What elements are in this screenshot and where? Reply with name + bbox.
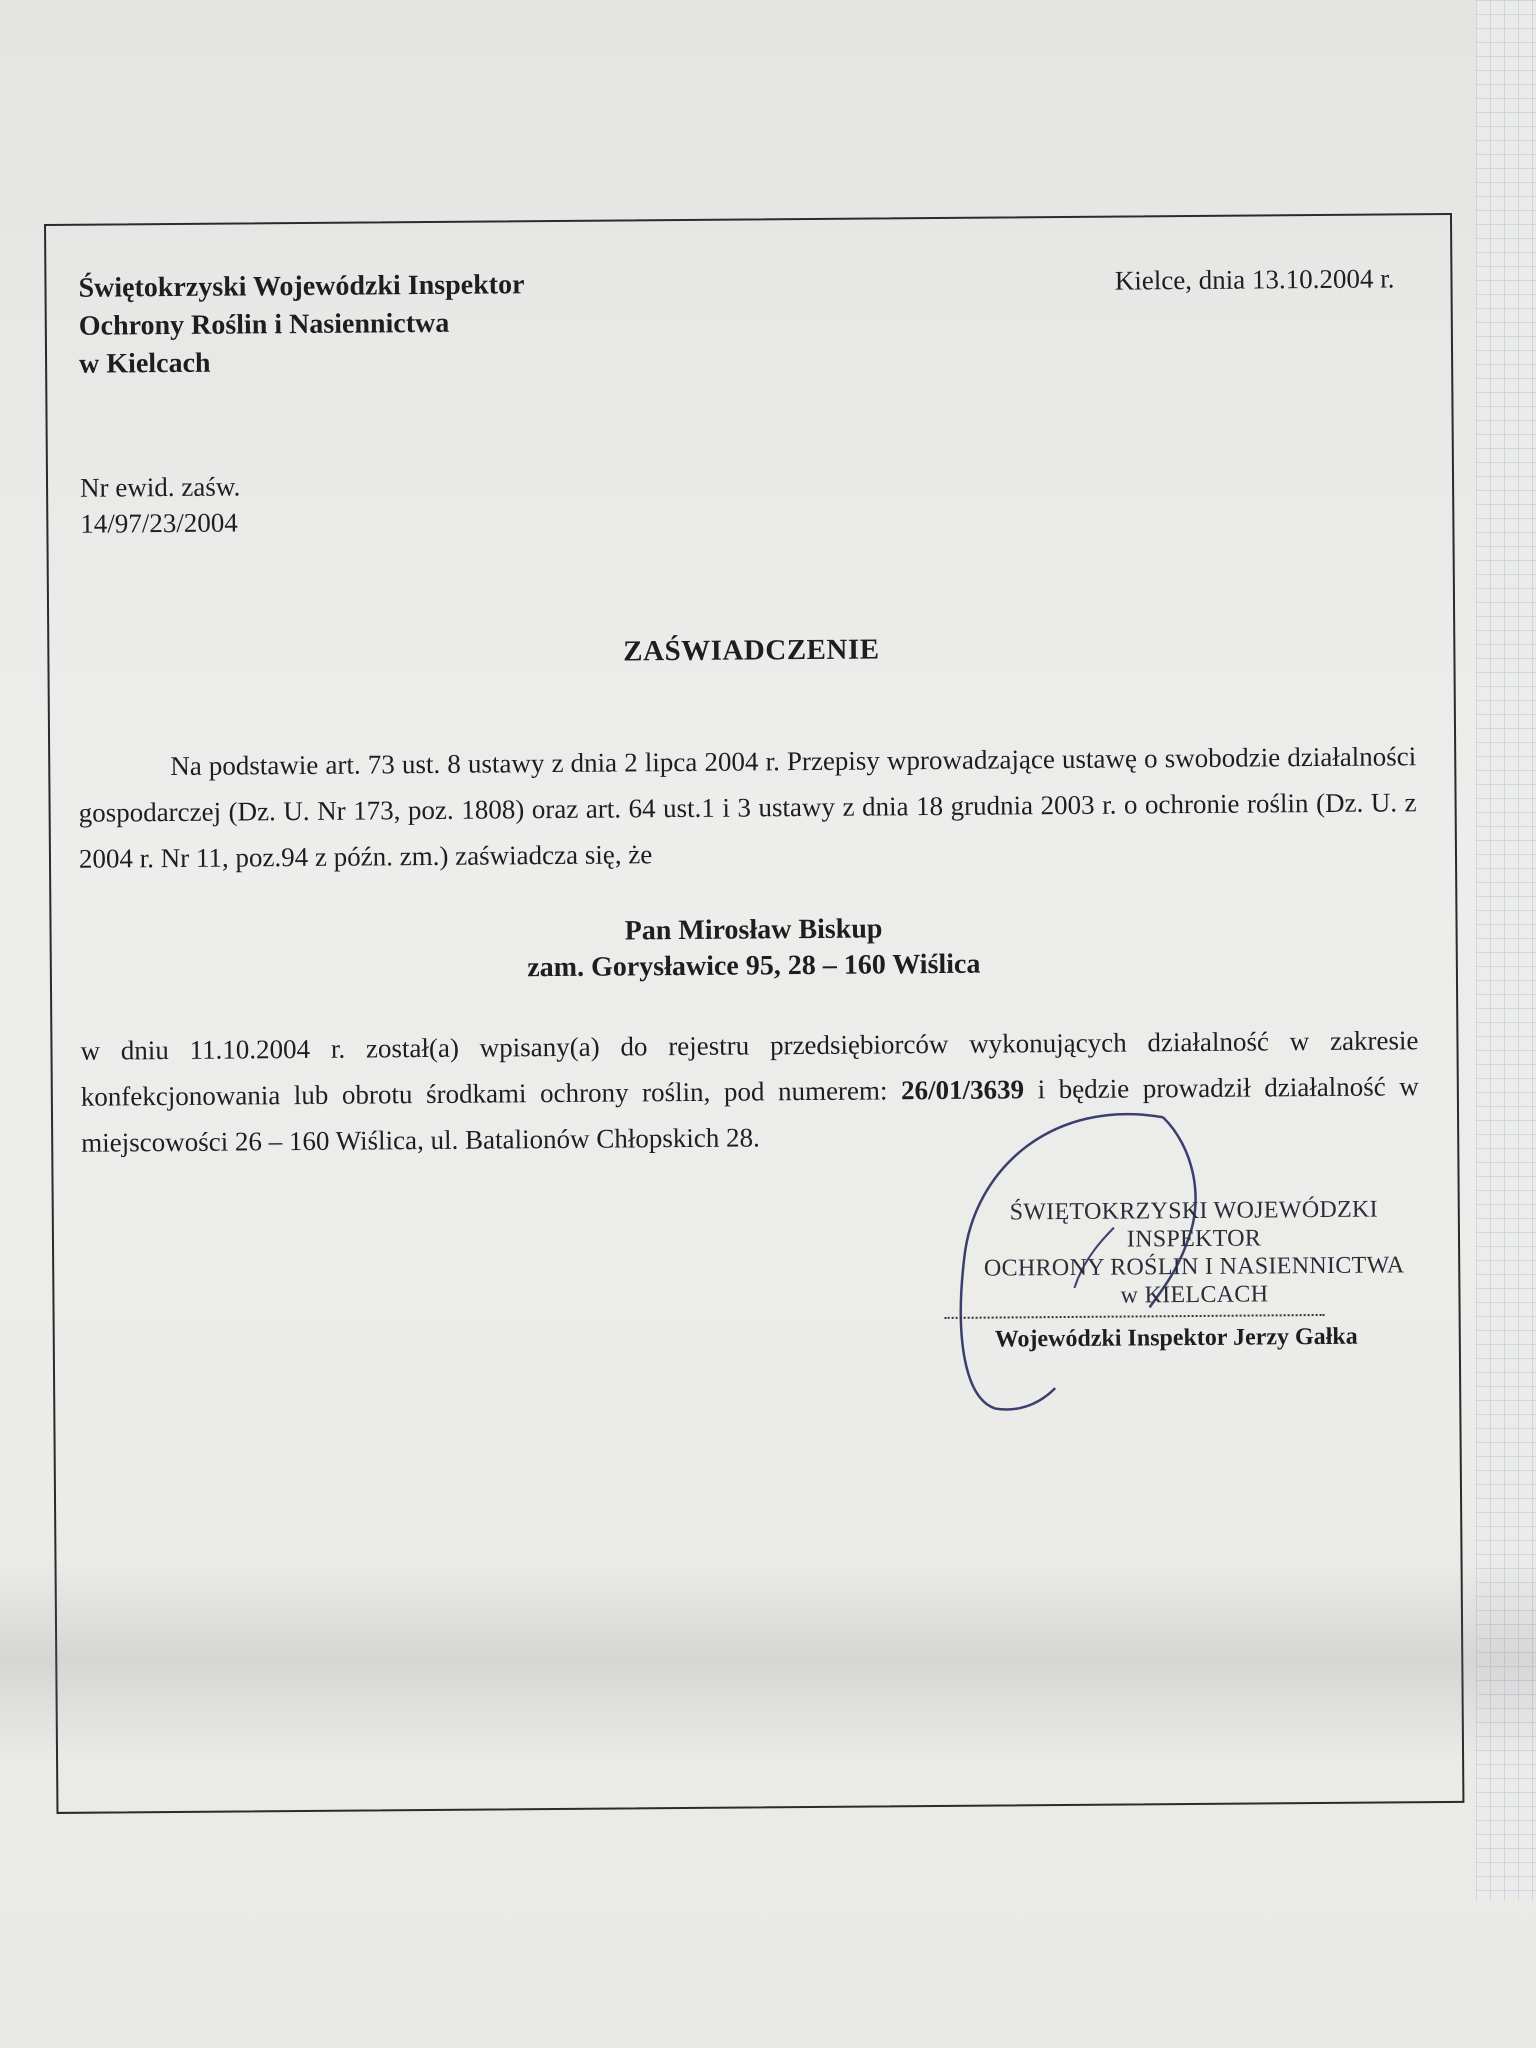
person-address: zam. Gorysławice 95, 28 – 160 Wiślica [527,948,981,984]
certificate-document [44,213,1464,1814]
registration-number: 26/01/3639 [900,1074,1025,1106]
document-title: ZAŚWIADCZENIE [623,633,880,668]
record-number-block [80,468,241,541]
issue-date: Kielce, dnia 13.10.2004 r. [1114,263,1395,296]
person-block [51,907,1456,990]
registration-text: w dniu 11.10.2004 r. został(a) wpisany(a) do rejestru przedsiębiorców wykonujących działalność w zakresie konfekcjonowania lub obrotu środkami ochrony roślin, pod numerem: [80,1025,1419,1112]
stamp-line-1: ŚWIĘTOKRZYSKI WOJEWÓDZKI INSPEKTOR [1009,1196,1379,1253]
stamp-line-2: OCHRONY ROŚLIN I NASIENNICTWA [983,1252,1405,1282]
official-stamp [974,1195,1415,1310]
issuer-line-2: Ochrony Roślin i Nasiennictwa [78,307,450,342]
issuer-line-1: Świętokrzyski Wojewódzki Inspektor [78,269,525,304]
stamp-line-3: w KIELCACH [1120,1281,1269,1309]
registration-location: i będzie prowadził działalność w miejscowości 26 – 160 Wiślica, ul. Batalionów Chłopskich 28. [81,1071,1419,1158]
issuer-header [78,266,525,383]
issuer-line-3: w Kielcach [78,347,211,380]
legal-basis-paragraph: Na podstawie art. 73 ust. 8 ustawy z dnia 2 lipca 2004 r. Przepisy wprowadzające ustawę o swobodzie działalności gospodarczej (Dz. U. Nr 173, poz. 1808) oraz art. 64 ust.1 i 3 ustawy z dnia 18 grudnia 2003 r. o ochronie roślin (Dz. U. z 2004 r. Nr 11, poz.94 z późn. zm.) zaświadcza się, że [78,741,1417,874]
grid-paper-background [1476,0,1536,1900]
person-name: Pan Mirosław Biskup [624,913,883,947]
record-number: 14/97/23/2004 [80,507,238,539]
record-label: Nr ewid. zaśw. [79,471,241,503]
signer-name: Wojewódzki Inspektor Jerzy Gałka [994,1323,1358,1353]
